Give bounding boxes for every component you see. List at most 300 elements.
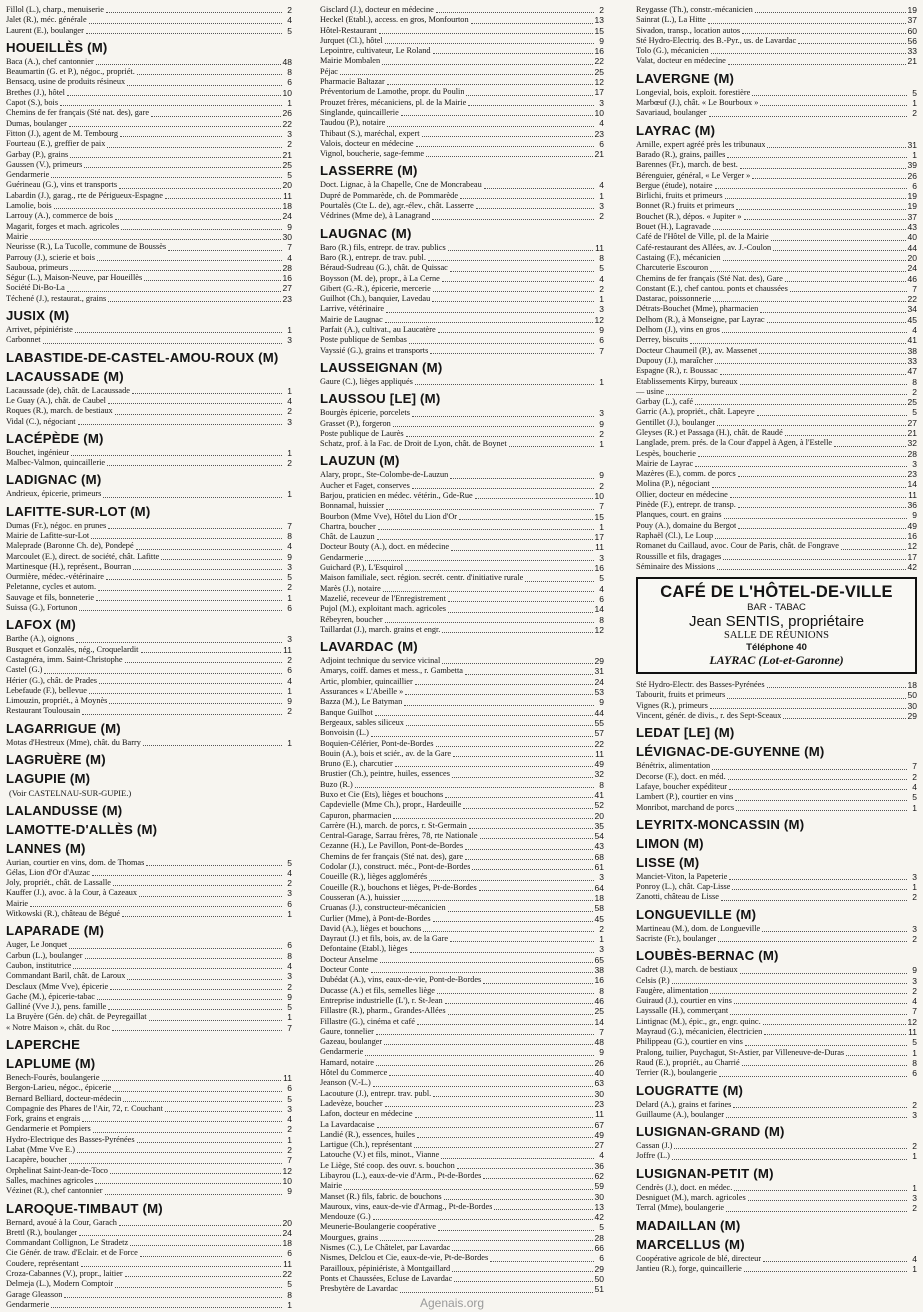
- entry-name: Roques (R.), march. de bestiaux: [6, 406, 113, 416]
- dot-leader: [695, 466, 907, 467]
- entry-name: Guichard (P.), L'Esquirol: [320, 563, 404, 573]
- dot-leader: [405, 570, 592, 571]
- entry-name: Tolo (G.), mécanicien: [636, 46, 709, 56]
- directory-entry: [6, 1155, 292, 1165]
- directory-entry: [6, 888, 292, 898]
- entry-number: 3: [599, 552, 604, 563]
- dot-leader: [365, 1055, 594, 1056]
- entry-number: 4: [287, 541, 292, 552]
- directory-entry: [636, 521, 917, 531]
- entry-number: 64: [594, 882, 604, 893]
- entry-number: 10: [594, 107, 604, 118]
- entry-name: Carbun (L.), boulanger: [6, 950, 83, 960]
- directory-entry: [636, 892, 917, 902]
- entry-name: Martineau (M.), dom. de Longueville: [636, 923, 761, 933]
- entry-name: Lartigue (Ch.), représentant: [320, 1140, 413, 1150]
- entry-number: 1: [912, 1182, 917, 1193]
- entry-name: La Bruyère (Gén. de) chât. de Peyregaillat: [6, 1012, 147, 1022]
- entry-number: 54: [594, 831, 604, 842]
- entry-number: 2: [912, 934, 917, 944]
- directory-entry: [320, 1192, 604, 1202]
- dot-leader: [70, 270, 280, 271]
- entry-name: Layssalle (H.), commerçant: [636, 1006, 729, 1016]
- entry-name: Larrive, vétérinaire: [320, 304, 385, 314]
- directory-entry: [320, 408, 604, 418]
- dot-leader: [437, 993, 594, 994]
- entry-number: 3: [287, 335, 292, 346]
- directory-entry: [320, 893, 604, 903]
- entry-number: 2: [912, 771, 917, 782]
- entry-name: Terrier (R.), boulangerie: [636, 1068, 717, 1078]
- entry-number: 3: [287, 888, 292, 899]
- directory-entry: [636, 98, 917, 108]
- entry-name: Cassan (J.): [636, 1141, 673, 1151]
- directory-entry: [6, 868, 292, 878]
- entry-name: Téchené (J.), restaurat., grains: [6, 293, 107, 303]
- dot-leader: [740, 384, 907, 385]
- dot-leader: [483, 983, 592, 984]
- dot-leader: [376, 1065, 593, 1066]
- dot-leader: [790, 291, 907, 292]
- directory-entry: [320, 56, 604, 66]
- directory-entry: [6, 67, 292, 77]
- dot-leader: [674, 1148, 907, 1149]
- entry-name: Libayrou (L.), eaux-de-vie d'Arm., Pt-de-Bordes: [320, 1170, 482, 1180]
- entry-name: Fitton (J.), agent de M. Tembourg: [6, 128, 119, 138]
- directory-entry: [6, 909, 292, 919]
- directory-entry: [636, 701, 917, 711]
- entry-number: 11: [595, 748, 604, 759]
- directory-entry: [6, 1218, 292, 1228]
- dot-leader: [406, 436, 594, 437]
- dot-leader: [465, 674, 593, 675]
- directory-entry: [6, 1269, 292, 1279]
- entry-name: Commandant Baril, chât. de Laroux: [6, 971, 126, 981]
- entry-name: Bourgès épicerie, porcelets: [320, 408, 410, 418]
- directory-entry: [320, 15, 604, 25]
- entry-number: 11: [908, 1027, 917, 1038]
- dot-leader: [760, 312, 905, 313]
- entry-number: 8: [912, 376, 917, 387]
- dot-leader: [479, 890, 593, 891]
- directory-entry: [6, 119, 292, 129]
- directory-entry: [320, 800, 604, 810]
- directory-entry: [6, 1176, 292, 1186]
- entry-name: Dubédat (A.), vins, eaux-de-vie, Pont-de-Bordes: [320, 975, 482, 985]
- entry-name: Gendarmerie: [6, 1299, 50, 1309]
- entry-name: Mazères (E.), comm. de porcs: [636, 469, 736, 479]
- directory-entry: [6, 139, 292, 149]
- entry-name: Espagne (R.), r. Boussac: [636, 366, 718, 376]
- directory-entry: [636, 274, 917, 284]
- entry-number: 57: [594, 728, 604, 739]
- entry-name: Dumas (Fr.), négoc. en prunes: [6, 520, 107, 530]
- directory-entry: [320, 656, 604, 666]
- entry-number: 41: [594, 790, 604, 800]
- entry-name: Benech-Fourès, boulangerie: [6, 1072, 100, 1082]
- entry-name: Mazelié, receveur de l'Enregistrement: [320, 593, 446, 603]
- directory-entry: [6, 521, 292, 531]
- ad-location: LAYRAC (Lot-et-Garonne): [709, 653, 844, 668]
- ad-subtitle: BAR - TABAC: [747, 602, 806, 614]
- directory-entry: [6, 417, 292, 427]
- dot-leader: [432, 219, 594, 220]
- column-right: [636, 5, 917, 1274]
- entry-number: 65: [594, 954, 604, 965]
- dot-leader: [783, 718, 905, 719]
- entry-number: 32: [907, 438, 917, 449]
- entry-number: 3: [287, 971, 292, 982]
- town-heading: LAUGNAC (M): [320, 225, 412, 241]
- dot-leader: [757, 415, 907, 416]
- directory-entry: [6, 386, 292, 396]
- dot-leader: [742, 33, 905, 34]
- directory-entry: [636, 1027, 917, 1037]
- dot-leader: [723, 559, 905, 560]
- directory-entry: [320, 201, 604, 211]
- entry-name: Defontaine (Etabl.), lièges: [320, 944, 408, 954]
- dot-leader: [452, 1250, 592, 1251]
- directory-entry: [320, 1068, 604, 1078]
- dot-leader: [445, 797, 592, 798]
- entry-name: Beaumartin (G. et P.), négoc., propriét.: [6, 67, 135, 77]
- dot-leader: [463, 808, 592, 809]
- entry-number: 62: [594, 1170, 604, 1181]
- dot-leader: [108, 403, 282, 404]
- entry-number: 2: [912, 108, 917, 119]
- dot-leader: [733, 1107, 907, 1108]
- directory-entry: [6, 253, 292, 263]
- dot-leader: [672, 983, 907, 984]
- directory-entry: [320, 263, 604, 273]
- ad-owner: Jean SENTIS, propriétaire: [688, 613, 865, 631]
- entry-name: Garbay (L.), café: [636, 397, 694, 407]
- directory-entry: [320, 831, 604, 841]
- entry-name: Taillardat (J.), march. grains et engr.: [320, 624, 441, 634]
- entry-name: Ségur (L.), Maison-Neuve, par Houeillès: [6, 273, 143, 283]
- entry-name: Gaussen (V.), primeurs: [6, 159, 83, 169]
- directory-entry: [320, 996, 604, 1006]
- town-heading: LAROQUE-TIMBAUT (M): [6, 1200, 163, 1216]
- dot-leader: [139, 896, 282, 897]
- dot-leader: [734, 1190, 907, 1191]
- entry-number: 11: [595, 242, 604, 253]
- entry-name: Café-restaurant des Allées, av. J.-Coulon: [636, 242, 772, 252]
- entry-number: 2: [912, 386, 917, 397]
- dot-leader: [718, 941, 907, 942]
- dot-leader: [107, 465, 282, 466]
- town-heading: LOUBÈS-BERNAC (M): [636, 948, 779, 964]
- directory-entry: [636, 500, 917, 510]
- entry-number: 5: [287, 857, 292, 868]
- entry-number: 53: [594, 687, 604, 698]
- entry-name: Lamolie, bois: [6, 201, 52, 211]
- entry-name: Castel (G.): [6, 665, 43, 675]
- dot-leader: [122, 916, 282, 917]
- directory-entry: [6, 961, 292, 971]
- entry-number: 30: [282, 231, 292, 242]
- entry-number: 1: [912, 149, 917, 160]
- town-heading: HOUEILLÈS (M): [6, 39, 108, 55]
- dot-leader: [99, 683, 282, 684]
- dot-leader: [713, 301, 905, 302]
- entry-number: 8: [599, 985, 604, 996]
- entry-name: Gleyses (R.) et Passaga (H.), chât. de Raudé: [636, 427, 783, 437]
- entry-number: 10: [282, 1175, 292, 1186]
- dot-leader: [441, 1158, 594, 1159]
- directory-entry: [320, 1058, 604, 1068]
- dot-leader: [73, 968, 282, 969]
- directory-entry: [320, 677, 604, 687]
- entry-name: Marès (J.), notaire: [320, 583, 381, 593]
- entry-name: Guillaume (A.), boulanger: [636, 1109, 725, 1119]
- directory-entry: [6, 98, 292, 108]
- directory-entry: [636, 680, 917, 690]
- entry-name: Coueille (R.), bouchons et lièges, Pt-de-Bordes: [320, 882, 477, 892]
- directory-entry: [320, 697, 604, 707]
- entry-name: Caubon, institutrice: [6, 960, 72, 970]
- directory-entry: [320, 965, 604, 975]
- dot-leader: [710, 271, 905, 272]
- directory-entry: [6, 992, 292, 1002]
- directory-entry: [6, 562, 292, 572]
- entry-number: 5: [287, 170, 292, 181]
- entry-number: 5: [287, 25, 292, 36]
- entry-number: 45: [594, 913, 604, 924]
- dot-leader: [454, 1281, 592, 1282]
- entry-name: Barjou, praticien en médec. vétérin., Gde-Rue: [320, 490, 473, 500]
- entry-number: 6: [287, 940, 292, 951]
- dot-leader: [137, 74, 282, 75]
- entry-name: Chemins de fer français (Sté Nat. des), Gare: [636, 273, 783, 283]
- dot-leader: [405, 694, 592, 695]
- entry-name: Andrieux, épicerie, primeurs: [6, 489, 102, 499]
- directory-entry: [6, 242, 292, 252]
- entry-name: Capuron, pharmacien: [320, 810, 392, 820]
- entry-number: 2: [599, 211, 604, 222]
- dot-leader: [30, 239, 280, 240]
- entry-number: 60: [907, 25, 917, 36]
- entry-name: Cadret (J.), march. de bestiaux: [636, 965, 738, 975]
- entry-name: Heckel (Etabl.), access. en gros, Monfourton: [320, 15, 469, 25]
- directory-entry: [636, 15, 917, 25]
- entry-number: 48: [594, 1037, 604, 1048]
- directory-entry: [636, 160, 917, 170]
- entry-number: 1: [599, 376, 604, 387]
- entry-name: Brettl (R.), boulanger: [6, 1227, 78, 1237]
- dot-leader: [433, 53, 593, 54]
- entry-name: Séminaire des Missions: [636, 561, 715, 571]
- directory-entry: [6, 696, 292, 706]
- directory-entry: [320, 1089, 604, 1099]
- dot-leader: [67, 291, 281, 292]
- dot-leader: [763, 1261, 907, 1262]
- entry-number: 9: [912, 510, 917, 521]
- dot-leader: [738, 476, 906, 477]
- directory-entry: [320, 903, 604, 913]
- entry-name: Bouchet, ingénieur: [6, 447, 70, 457]
- dot-leader: [91, 538, 282, 539]
- entry-name: Mendouze (G.): [320, 1212, 371, 1222]
- entry-name: Fillol (L.), charp., menuiserie: [6, 5, 104, 14]
- directory-entry: [6, 294, 292, 304]
- dot-leader: [712, 487, 906, 488]
- entry-name: Hydro-Electrique des Basses-Pyrénées: [6, 1134, 135, 1144]
- entry-number: 2: [287, 582, 292, 593]
- directory-entry: [320, 1150, 604, 1160]
- entry-name: Bergue (étude), notaire: [636, 180, 713, 190]
- dot-leader: [109, 703, 282, 704]
- entry-number: 4: [287, 675, 292, 686]
- entry-name: Jurquet (Cl.), hôtel: [320, 35, 383, 45]
- entry-number: 8: [599, 779, 604, 790]
- directory-entry: [320, 1181, 604, 1191]
- entry-name: Dupouy (J.), maraîcher: [636, 355, 713, 365]
- entry-number: 31: [594, 666, 604, 677]
- directory-entry: [6, 77, 292, 87]
- entry-number: 19: [907, 191, 917, 202]
- entry-number: 12: [594, 314, 604, 325]
- directory-entry: [636, 150, 917, 160]
- entry-name: Chemins de fer français (Sté nat. des), gare: [6, 108, 150, 118]
- dot-leader: [355, 787, 594, 788]
- dot-leader: [136, 549, 282, 550]
- entry-name: Bergon-Larieu, négoc., épicerie: [6, 1083, 112, 1093]
- directory-entry: [320, 934, 604, 944]
- entry-name: Docteur Anselme: [320, 954, 378, 964]
- entry-number: 5: [287, 1002, 292, 1013]
- directory-entry: [320, 1243, 604, 1253]
- directory-entry: [320, 149, 604, 159]
- directory-entry: [636, 5, 917, 15]
- entry-number: 50: [594, 1273, 604, 1284]
- directory-entry: [6, 232, 292, 242]
- entry-name: Reygasse (Th.), constr.-mécanicien: [636, 5, 753, 14]
- dot-leader: [728, 64, 906, 65]
- entry-number: 30: [594, 1191, 604, 1202]
- directory-entry: [636, 782, 917, 792]
- dot-leader: [380, 1240, 593, 1241]
- entry-number: 8: [287, 950, 292, 961]
- entry-name: Salles, machines agricoles: [6, 1175, 94, 1185]
- entry-name: Peletanne, cycles et autom.: [6, 582, 97, 592]
- directory-entry: [636, 1037, 917, 1047]
- entry-name: Nismes, Delclou et Cie, eaux-de-vie, Pt-de-Bordes: [320, 1253, 489, 1263]
- entry-name: Mairie de Lafitte-sur-Lot: [6, 530, 90, 540]
- entry-name: Gendarmerie: [320, 552, 364, 562]
- directory-entry: [636, 56, 917, 66]
- entry-name: Fillastre (R.), pharm., Grandes-Allées: [320, 1006, 446, 1016]
- entry-number: 17: [594, 532, 604, 543]
- dot-leader: [89, 693, 282, 694]
- directory-entry: [320, 1109, 604, 1119]
- dot-leader: [151, 116, 280, 117]
- dot-leader: [92, 875, 282, 876]
- directory-entry: [636, 479, 917, 489]
- directory-entry: [320, 26, 604, 36]
- entry-number: 44: [594, 707, 604, 718]
- entry-name: David (A.), lièges et bouchons: [320, 923, 422, 933]
- entry-number: 1: [287, 447, 292, 458]
- dot-leader: [725, 198, 906, 199]
- entry-number: 37: [907, 15, 917, 26]
- entry-number: 22: [594, 56, 604, 67]
- directory-entry: [636, 335, 917, 345]
- entry-name: Mairie Mombalen: [320, 56, 381, 66]
- town-heading: LIMON (M): [636, 835, 704, 851]
- entry-name: Bergeaux, sables siliceux: [320, 717, 404, 727]
- directory-entry: [320, 1120, 604, 1130]
- entry-number: 8: [287, 1289, 292, 1300]
- entry-name: Arnille, expert agréé près les tribunaux: [636, 139, 766, 149]
- entry-number: 2: [599, 923, 604, 934]
- entry-name: Sacriste (Fr.), boulanger: [636, 934, 717, 943]
- dot-leader: [161, 559, 282, 560]
- entry-name: Lacapère, boucher: [6, 1155, 68, 1165]
- entry-name: Banque Guilhot: [320, 707, 373, 717]
- entry-name: Longevial, bois, exploit. forestière: [636, 87, 751, 97]
- entry-number: 6: [599, 593, 604, 604]
- entry-number: 4: [912, 996, 917, 1007]
- entry-number: 40: [594, 1068, 604, 1079]
- directory-entry: [6, 150, 292, 160]
- dot-leader: [767, 147, 905, 148]
- entry-name: Valois, docteur en médecine: [320, 138, 414, 148]
- dot-leader: [404, 705, 594, 706]
- entry-number: 61: [594, 862, 604, 873]
- entry-name: Boysson (M. de), propr., à La Cerne: [320, 273, 440, 283]
- directory-entry: [320, 377, 604, 387]
- directory-entry: [320, 118, 604, 128]
- entry-number: 35: [594, 820, 604, 831]
- entry-number: 3: [599, 201, 604, 212]
- entry-number: 4: [912, 325, 917, 336]
- entry-number: 1: [912, 1151, 917, 1162]
- entry-name: — usine: [636, 386, 664, 396]
- dot-leader: [110, 1173, 281, 1174]
- directory-entry: [636, 1193, 917, 1203]
- entry-name: Sté Hydro-Electr. des Basses-Pyrénées: [636, 680, 765, 690]
- entry-number: 9: [599, 325, 604, 336]
- directory-entry: [636, 531, 917, 541]
- entry-number: 25: [594, 1006, 604, 1017]
- dot-leader: [444, 1199, 593, 1200]
- entry-name: Gélas, Lion d'Or d'Auzac: [6, 867, 91, 877]
- entry-number: 10: [594, 490, 604, 501]
- directory-entry: [320, 739, 604, 749]
- entry-number: 3: [287, 634, 292, 645]
- dot-leader: [451, 550, 593, 551]
- dot-leader: [430, 353, 594, 354]
- directory-entry: [6, 5, 292, 15]
- directory-entry: [6, 1104, 292, 1114]
- entry-name: Zanotti, château de Lisse: [636, 892, 719, 902]
- entry-name: Lafon, docteur en médecine: [320, 1109, 413, 1119]
- town-heading: LAGRUÈRE (M): [6, 752, 106, 768]
- entry-number: 2: [599, 5, 604, 15]
- directory-entry: [636, 397, 917, 407]
- town-heading: LUSIGNAN-GRAND (M): [636, 1124, 785, 1140]
- dot-leader: [730, 1014, 907, 1015]
- dot-leader: [77, 1152, 282, 1153]
- entry-name: Société Di-Bo-La: [6, 283, 65, 293]
- entry-name: Faugère, alimentation: [636, 985, 709, 995]
- entry-name: La Lavardacaise: [320, 1119, 375, 1129]
- dot-leader: [373, 1086, 593, 1087]
- entry-name: Delmeja (L.), Modern Comptoir: [6, 1279, 114, 1289]
- dot-leader: [415, 684, 593, 685]
- dot-leader: [735, 800, 907, 801]
